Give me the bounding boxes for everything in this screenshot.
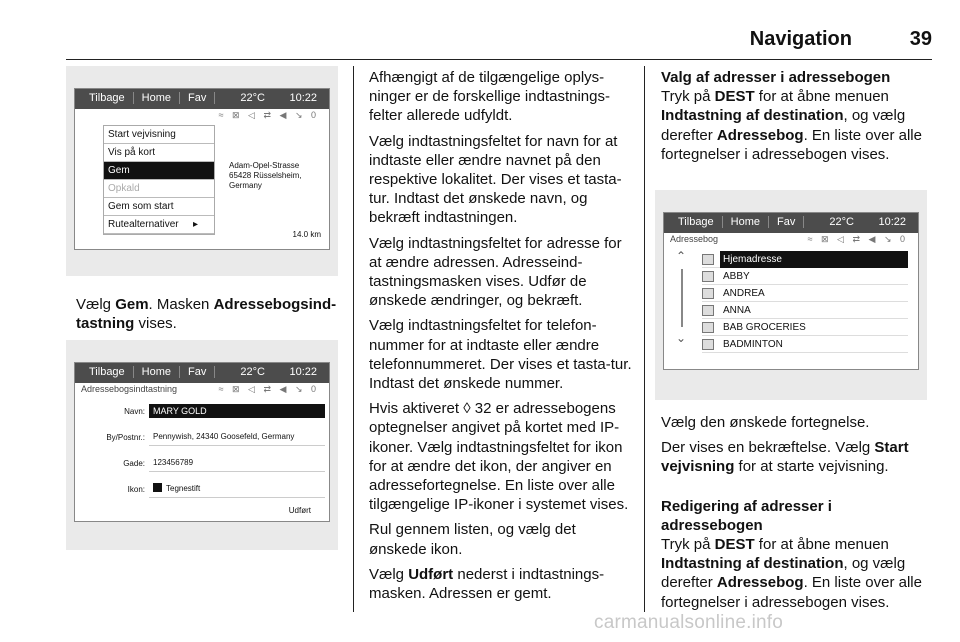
- text: , og vælg derefter: [661, 555, 906, 592]
- tab-tilbage[interactable]: Tilbage: [670, 216, 723, 228]
- paragraph: Vælg indtastningsfeltet for adresse for at ændre adressen. Adresseind-tastningsmasken vises. Udfør de ønskede ændringer, og bekræft.: [369, 234, 622, 310]
- section-heading: Redigering af adresser i adressebogen: [661, 497, 832, 534]
- distance-readout: 14.0 km: [292, 230, 321, 239]
- contact-icon: [702, 305, 714, 316]
- paragraph: Vælg indtastningsfeltet for telefon-nummer for at indtaste eller ændre telefonnummeret. Der vises et tasta-tur. Indtast det ønskede nummer.: [369, 317, 632, 393]
- contact-icon: [702, 339, 714, 350]
- tab-home[interactable]: Home: [723, 216, 769, 228]
- page-header: [66, 24, 932, 60]
- text: nederst i indtastnings-masken. Adressen er gemt.: [369, 565, 605, 603]
- paragraph: Rul gennem listen, og vælg det ønskede ikon.: [369, 521, 576, 558]
- tab-home[interactable]: Home: [134, 366, 180, 378]
- tab-fav[interactable]: Fav: [769, 216, 804, 228]
- bold-address-book: Adressebog: [716, 574, 804, 592]
- field-label-city: By/Postnr.:: [106, 433, 145, 442]
- menu-item-save-as-start[interactable]: Gem som start: [104, 198, 214, 216]
- status-icons: ≈ ⊠ ◁ ⇄ ◀ ↘ 0: [218, 110, 319, 120]
- screen-topbar: [75, 363, 329, 383]
- list-item-label: ABBY: [723, 271, 750, 282]
- screenshot-address-entry: [66, 340, 338, 550]
- tab-tilbage[interactable]: Tilbage: [81, 92, 134, 104]
- text: Vælg: [369, 565, 409, 583]
- paragraph: Vælg den ønskede fortegnelse.: [661, 414, 870, 431]
- caption1-text-a: Vælg: [76, 296, 116, 313]
- menu-item-route-options-label: Rutealternativer: [108, 219, 179, 230]
- right-column-top: [661, 68, 933, 170]
- caption1-bold-save: Gem: [115, 296, 149, 313]
- screen-topbar: [75, 89, 329, 109]
- paragraph: Hvis aktiveret ◊ 32 er adressebogens optegnelser angivet på kortet med IP-ikoner. Vælg indtastningsfeltet for ikon for at ændre det ikon, der angiver en adressefortegnelse. En liste over alle tilgængelige IP-ikoner i systemet vises.: [369, 400, 629, 514]
- text: Der vises en bekræftelse. Vælg: [661, 439, 875, 457]
- header-rule: [66, 59, 932, 60]
- screen-breadcrumb: Adressebog: [670, 234, 719, 244]
- address-city: 65428 Rüsselsheim, Germany: [229, 171, 302, 190]
- menu-item-save[interactable]: Gem: [104, 162, 214, 180]
- city-field[interactable]: Pennywish, 24340 Goosefeld, Germany: [153, 432, 295, 441]
- list-item-label: Hjemadresse: [720, 251, 908, 268]
- menu-item-route-options[interactable]: [104, 216, 214, 234]
- infotainment-screen: [74, 88, 330, 250]
- bold-address-book: Adressebog: [716, 126, 804, 144]
- text: for at åbne menuen: [754, 88, 889, 106]
- tab-tilbage[interactable]: Tilbage: [81, 366, 134, 378]
- section-heading: Valg af adresser i adressebogen: [661, 69, 891, 86]
- icon-field-value: Tegnestift: [166, 484, 201, 493]
- bold-destination-entry: Indtastning af destination: [661, 555, 844, 573]
- contact-icon: [702, 271, 714, 282]
- bold-start-navigation: Start vejvisning: [661, 439, 909, 476]
- text: Tryk på: [661, 536, 715, 554]
- paragraph-save-instruction: [369, 565, 633, 603]
- caption1-text-c: vises.: [134, 315, 177, 333]
- paragraph: [661, 438, 933, 476]
- screen-breadcrumb: Adressebogsindtastning: [81, 384, 178, 394]
- page-number: 39: [909, 28, 932, 50]
- screen-topbar: [664, 213, 918, 233]
- text: for at åbne menuen: [754, 536, 889, 554]
- status-icons: ≈ ⊠ ◁ ⇄ ◀ ↘ 0: [218, 384, 319, 394]
- temperature: 22°C: [240, 92, 265, 104]
- contact-icon: [702, 288, 714, 299]
- text: , og vælg derefter: [661, 107, 906, 144]
- list-item[interactable]: [702, 319, 908, 336]
- icon-field[interactable]: [149, 482, 325, 496]
- temperature: 22°C: [829, 216, 854, 228]
- paragraph: Vælg indtastningsfeltet for navn for at indtaste eller ændre navnet på den respektive lokalitet. Der vises et tasta-tur. Indtast det ønskede navn, og bekræft indtastningen.: [369, 132, 622, 227]
- field-underline: [149, 471, 325, 472]
- clock: 10:22: [289, 92, 317, 104]
- list-item-label: ANDREA: [723, 288, 765, 299]
- name-field[interactable]: MARY GOLD: [149, 404, 325, 418]
- street-field[interactable]: 123456789: [153, 458, 194, 467]
- list-item[interactable]: [702, 336, 908, 353]
- infotainment-screen: [74, 362, 330, 522]
- list-item[interactable]: [702, 302, 908, 319]
- column-divider-left: [353, 66, 354, 612]
- list-item[interactable]: [702, 268, 908, 285]
- field-label-street: Gade:: [123, 459, 145, 468]
- temperature: 22°C: [240, 366, 265, 378]
- caption1-bold-mask: Adressebogsind-tastning: [76, 296, 337, 333]
- caption1-text-b: . Masken: [148, 296, 214, 313]
- field-underline: [149, 445, 325, 446]
- tab-fav[interactable]: Fav: [180, 366, 215, 378]
- paragraph: [661, 535, 933, 612]
- column-divider-right: [644, 66, 645, 612]
- address-street: Adam-Opel-Strasse: [229, 161, 300, 170]
- text: . En liste over alle fortegnelser i adressebogen vises.: [661, 574, 922, 611]
- status-icons: ≈ ⊠ ◁ ⇄ ◀ ↘ 0: [807, 234, 908, 244]
- scroll-down-icon[interactable]: ⌄: [676, 331, 687, 345]
- caption-screen1: [76, 295, 340, 339]
- paragraph: Afhængigt af de tilgængelige oplys-ninger er de forskellige indtastnings-felter allerede udfyldt.: [369, 69, 610, 125]
- screenshot-destination-menu: [66, 66, 338, 276]
- clock: 10:22: [878, 216, 906, 228]
- list-item[interactable]: [702, 251, 908, 268]
- field-label-name: Navn:: [124, 407, 145, 416]
- scroll-up-icon[interactable]: ⌃: [676, 249, 687, 263]
- text: for at starte vejvisning.: [734, 458, 889, 476]
- list-item-label: BADMINTON: [723, 339, 783, 350]
- text: . En liste over alle fortegnelser i adressebogen vises.: [661, 126, 922, 163]
- infotainment-screen: [663, 212, 919, 370]
- tab-fav[interactable]: Fav: [180, 92, 215, 104]
- status-row: [75, 109, 329, 123]
- menu-item-start-navigation[interactable]: Start vejvisning: [104, 126, 214, 144]
- status-row: [75, 383, 329, 397]
- tab-home[interactable]: Home: [134, 92, 180, 104]
- paragraph: [661, 87, 933, 164]
- clock: 10:22: [289, 366, 317, 378]
- status-row: [664, 233, 918, 247]
- contact-list: [702, 251, 908, 353]
- field-underline: [149, 497, 325, 498]
- field-label-icon: Ikon:: [127, 485, 145, 494]
- pushpin-icon: [153, 483, 162, 492]
- bold-dest: DEST: [714, 88, 755, 106]
- screenshot-address-book: [655, 190, 927, 400]
- text: Tryk på: [661, 88, 715, 106]
- bold-done: Udført: [408, 565, 454, 583]
- right-column-bottom: [661, 413, 933, 618]
- bold-destination-entry: Indtastning af destination: [661, 107, 844, 125]
- chevron-right-icon: ▸: [192, 219, 198, 230]
- context-menu: [103, 125, 215, 235]
- menu-item-show-on-map[interactable]: Vis på kort: [104, 144, 214, 162]
- done-button[interactable]: Udført: [288, 506, 311, 515]
- home-icon: [702, 254, 714, 265]
- scrollbar[interactable]: [681, 269, 683, 327]
- menu-item-call[interactable]: Opkald: [104, 180, 214, 198]
- list-item-label: ANNA: [723, 305, 751, 316]
- middle-column-text: [369, 68, 633, 609]
- bold-dest: DEST: [714, 536, 755, 554]
- page-title: Navigation: [749, 28, 852, 50]
- shopping-icon: [702, 322, 714, 333]
- watermark: carmanualsonline.info: [594, 612, 784, 633]
- list-item[interactable]: [702, 285, 908, 302]
- address-info: [229, 161, 330, 191]
- list-item-label: BAB GROCERIES: [723, 322, 806, 333]
